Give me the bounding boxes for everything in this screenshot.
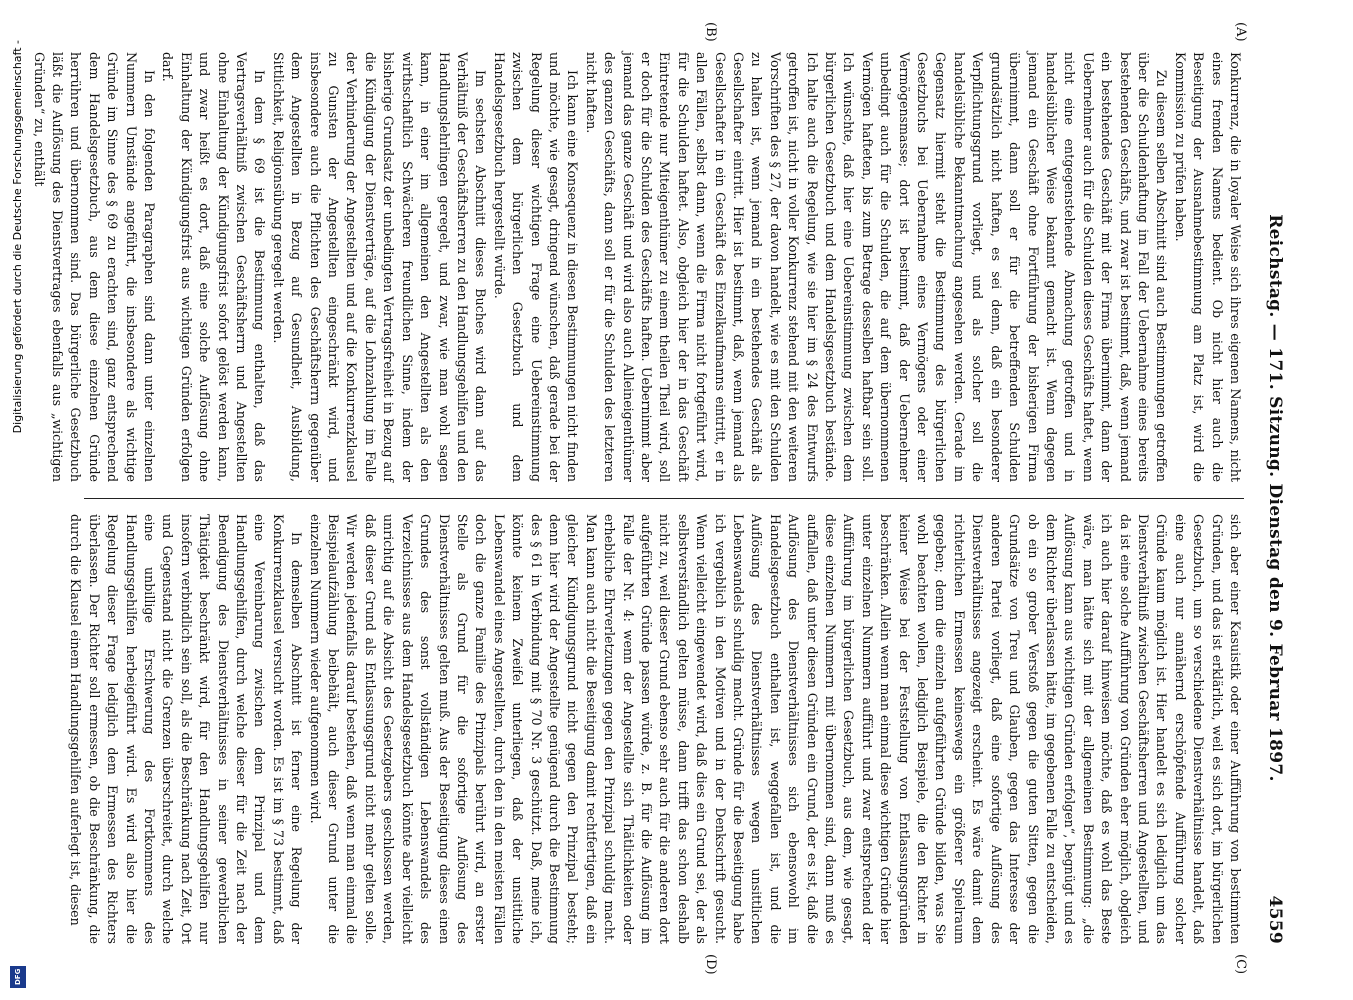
dfg-logo: DFG (10, 966, 26, 988)
text-columns (31, 52, 1244, 944)
margin-marker-b: (B) (703, 22, 718, 42)
page-content (31, 22, 1290, 975)
margin-marker-c: (C) (1233, 954, 1248, 975)
page-number: 4559 (1265, 895, 1285, 944)
paragraph: In demselben Abschnitt ist ferner eine Regelung der Konkurrenzklausel versucht worden. Es ist im § 73 bestimmt, daß eine Vereinbarung zwischen dem Prinzipal und dem Handlungsgehilfen, durch welche dieser für die Zeit nach der Beendigung des Dienstverhältnisses in seiner gewerblichen Thätigkeit beschränkt wird, für den Handlungsgehilfen nur insofern verbindlich sein soll, als die Beschränkung nach Zeit, Ort und Gegenstand nicht die Grenzen überschreitet, durch welche eine unbillige Erschwerung des Fortkommens des Handlungsgehilfen herbeigeführt wird. Es wird also hier die Regelung dieser Frage lediglich dem Ermessen des Richters überlassen. Der Richter soll ermessen, ob die Beschränkung, die durch die Klausel einem Handlungsgehilfen auferlegt ist, diesen (68, 514, 305, 944)
rotated-page (31, 0, 1318, 1000)
paragraph: In dem § 69 ist die Bestimmung enthalten, daß das Vertragsverhältniß zwischen Geschäftsherrn und Angestellten ohne Einhaltung der Kündigungsfrist sofort gelöst werden kann, und zwar heißt es dort, daß eine solche Auflösung ohne Einhaltung der Kündigungsfrist aus wichtigen Gründen erfolgen darf. (160, 52, 268, 482)
left-column (31, 52, 1244, 482)
paragraph: Im sechsten Abschnitt dieses Buches wird dann auf das Verhältniß der Geschäftsherren zu den Handlungsgehilfen und den Handlungslehrlingen geregelt, und zwar, wie man wohl sagen kann, in einer im allgemeinen den Angestellten als den wirthschaftlich Schwächeren freundlichen Sinne, indem der bisherige Grundsatz der unbedingten Vertragsfreiheit in Bezug auf die Kündigung der Dienstverträge, auf die Lohnzahlung im Falle der Verhinderung der Angestellten und auf die Konkurrenzklausel zu Gunsten der Angestellten eingeschränkt wird, und insbesondere auch die Pflichten des Geschäftsherrn gegenüber dem Angestellten in Bezug auf Gesundheit, Ausbildung, Sittlichkeit, Religionsübung geregelt werden. (270, 52, 489, 482)
page-title: Reichstag. — 171. Sitzung. Dienstag den 9. Februar 1897. (1265, 214, 1285, 782)
right-column (68, 514, 1244, 944)
paragraph: Konkurrenz, die in loyaler Weise sich ihres eigenen Namens, nicht eines fremden Namens bedient. Ob nicht hier auch die Beseitigung der Ausnahmebestimmung am Platz ist, wird die Kommission zu prüfen haben. (1172, 52, 1243, 482)
paragraph: sich aber einer Kasuistik oder einer Aufführung von bestimmten Gründen, und das ist erklärlich, weil es sich dort, im bürgerlichen Gesetzbuch, um so verschiedene Dienstverhältnisse handelt, daß eine auch nur annähernd erschöpfende Aufführung solcher Gründe kaum möglich ist. Hier handelt es sich lediglich um das Dienstverhältniß zwischen Geschäftsherren und Angestellten, und da ist eine solche Aufführung von Gründen eher möglich, obgleich ich auch hier darauf hinweisen möchte, daß es wohl das Beste wäre, man hätte sich mit der allgemeinen Bestimmung: „die Auflösung kann aus wichtigen Gründen erfolgen“, begnügt und es dem Richter überlassen hätte, im gegebenen Falle zu entscheiden, ob ein so grober Verstoß gegen die guten Sitten, gegen die Grundsätze von Treu und Glauben, gegen das Interesse der anderen Partei vorliegt, daß eine sofortige Auflösung des Dienstverhältnisses angezeigt erscheint. Es wäre damit dem richterlichen Ermessen keineswegs ein größerer Spielraum gegeben; denn die einzeln aufgeführten Gründe bilden, was Sie wohl beachten wollen, lediglich Beispiele, die den Richter in keiner Weise bei der Feststellung von Entlassungsgründen beschränken. Allein wenn man einmal diese wichtigen Gründe hier unter einzelnen Nummern aufführt und zwar entsprechend der Aufführung im bürgerlichen Gesetzbuch, aus dem, wie gesagt, diese einzelnen Nummern mit übernommen sind, dann muß es auffallen, daß unter diesen Gründen ein Grund, der es ist, daß die Auflösung des Dienstverhältnisses sich ebensowohl im Handelsgesetzbuch enthalten ist, weggefallen ist, und die Auflösung des Dienstverhältnisses wegen unsittlichen Lebenswandels schuldig macht. Gründe für die Beseitigung habe ich vergeblich in den Motiven und in der Denkschrift gesucht. Wenn vielleicht eingewendet wird, daß dies ein Grund sei, der als selbstverständlich gelten müsse, dann trifft das schon deshalb nicht zu, weil dieser Grund ebenso sehr auch für die anderen dort aufgeführten Gründe passen würde, z. B. für die Auflösung im Falle der Nr. 4: wenn der Angestellte sich Thätlichkeiten oder erhebliche Ehrverletzungen gegen den Prinzipal schuldig macht. Man kann auch nicht die Beseitigung damit rechtfertigen, daß ein gleicher Kündigungsgrund nicht gegen den Prinzipal besteht; denn hier wird der Angestellte genügend durch die Bestimmung des § 61 in Verbindung mit § 70 Nr. 3 geschützt. Daß, meine ich, könnte keinem Zweifel unterliegen, daß der unsittliche Lebenswandel eines Angestellten, durch den in den meisten Fällen doch die ganze Familie des Prinzipals berührt wird, an erster Stelle als Grund für die sofortige Auflösung des Dienstverhältnisses gelten muß. Aus der Beseitigung dieses einen Grundes des sonst vollständigen Lebenswandels des Verzeichnisses aus dem Handelsgesetzbuch könnte aber vielleicht unrichtig auf die Absicht des Gesetzgebers geschlossen werden, daß dieser Grund als Entlassungsgrund nicht mehr gelten solle. Wir werden jedenfalls darauf bestehen, daß wenn man einmal die Beispielaufzählung beibehält, auch dieser Grund unter die einzelnen Nummern wieder aufgenommen wird. (307, 514, 1243, 944)
page-header (1260, 52, 1290, 944)
credit-text: Digitalisierung gefördert durch die Deutsche Forschungsgemeinschaft - (10, 40, 24, 434)
margin-marker-d: (D) (703, 954, 718, 975)
digitization-credit (4, 0, 30, 1000)
paragraph: Ich kann eine Konsequenz in diesen Bestimmungen nicht finden und möchte, wie gesagt, dringend wünschen, daß gerade bei der Regelung dieser wichtigen Frage eine Uebereinstimmung zwischen dem bürgerlichen Gesetzbuch und dem Handelsgesetzbuch hergestellt würde. (491, 52, 581, 482)
paragraph: In den folgenden Paragraphen sind dann unter einzelnen Nummern Umstände angeführt, die insbesondere als wichtige Gründe im Sinne des § 69 zu erachten sind, ganz entsprechend dem Handelsgesetzbuch, aus dem diese einzelnen Gründe herrühren und übernommen sind. Das bürgerliche Gesetzbuch läßt die Auflösung des Dienstvertrages ebenfalls aus „wichtigen Gründen“ zu, enthält (31, 52, 158, 482)
paragraph: Zu diesem selben Abschnitt sind auch Bestimmungen getroffen über die Schuldenhaftung im Fall der Uebernahme eines bereits bestehenden Geschäfts, und zwar ist bestimmt, daß, wenn jemand ein bestehendes Geschäft mit der Firma übernimmt, dann der Uebernehmer auch für die Schulden dieses Geschäfts haftet, wenn nicht eine entgegenstehende Abmachung getroffen und in handelsüblicher Weise bekannt gemacht ist. Wenn dagegen jemand ein Geschäft ohne Fortführung der bisherigen Firma übernimmt, dann soll er für die betreffenden Schulden grundsätzlich nicht haften, es sei denn, daß ein besonderer Verpflichtungsgrund vorliegt, und als solcher soll die handelsübliche Bekanntmachung angesehen werden. Gerade im Gegensatz hiermit steht die Bestimmung des bürgerlichen Gesetzbuchs bei Uebernahme eines Vermögens oder einer Vermögensmasse; dort ist bestimmt, daß der Uebernehmer unbedingt auch für die Schulden, die auf dem übernommenen Vermögen hafteten, bis zum Betrage desselben haftbar sein soll. Ich wünschte, daß hier eine Uebereinstimmung zwischen dem bürgerlichen Gesetzbuch und dem Handelsgesetzbuch bestände. Ich halte auch die Regelung, wie sie hier im § 24 des Entwurfs getroffen ist, nicht in voller Konkurrenz stehend mit den weiteren Vorschriften des § 27, der davon handelt, wie es mit den Schulden zu halten ist, wenn jemand in ein bestehendes Geschäft als Gesellschafter eintritt. Hier ist bestimmt, daß, wenn jemand als Gesellschafter in ein Geschäft des Einzelkaufmanns eintritt, er in allen Fällen, selbst dann, wenn die Firma nicht fortgeführt wird, für die Schulden haftet. Also, obgleich hier der in das Geschäft Eintretende nur Miteigenthümer zu einem theilen Theil wird, soll er doch für die Schulden des Geschäfts haften. Uebernimmt aber jemand das ganze Geschäft und wird also auch Alleineigenthümer des ganzen Geschäfts, dann soll er für die Schulden des letzteren nicht haften. (583, 52, 1170, 482)
margin-marker-a: (A) (1233, 22, 1248, 42)
column-divider (84, 498, 1244, 499)
